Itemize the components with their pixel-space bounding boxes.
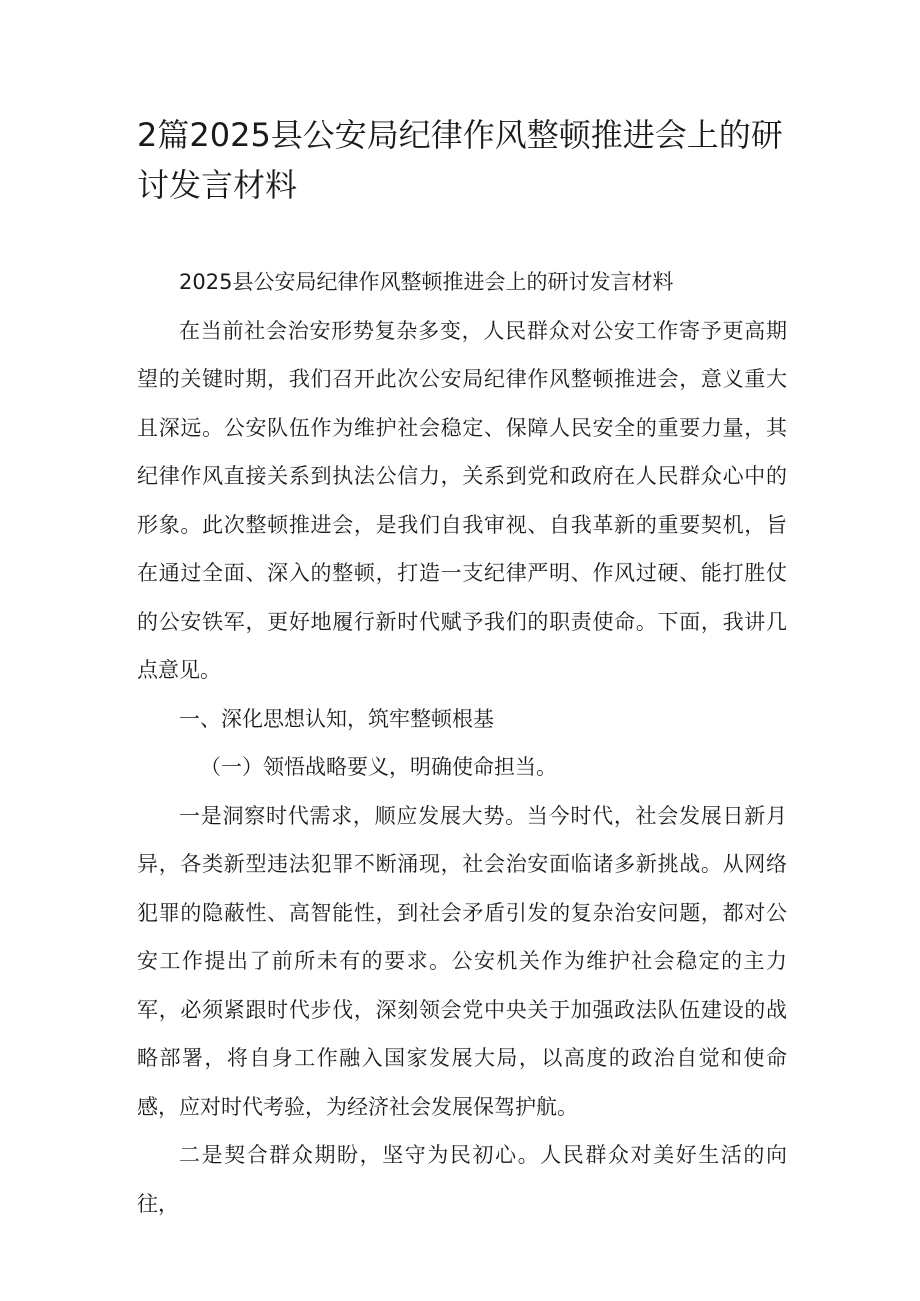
paragraph-intro: 在当前社会治安形势复杂多变，人民群众对公安工作寄予更高期望的关键时期，我们召开此次公安局纪律作风整顿推进会，意义重大且深远。公安队伍作为维护社会稳定、保障人民安全的重要力量，其纪律作风直接关系到执法公信力，关系到党和政府在人民群众心中的形象。此次整顿推进会，是我们自我审视、自我革新的重要契机，旨在通过全面、深入的整顿，打造一支纪律严明、作风过硬、能打胜仗的公安铁军，更好地履行新时代赋予我们的职责使命。下面，我讲几点意见。 bbox=[137, 318, 787, 682]
paragraph-point-2: 二是契合群众期盼，坚守为民初心。人民群众对美好生活的向往， bbox=[137, 1143, 787, 1216]
section-heading-1: 一、深化思想认知，筑牢整顿根基 bbox=[179, 706, 494, 731]
paragraph-point-1: 一是洞察时代需求，顺应发展大势。当今时代，社会发展日新月异，各类新型违法犯罪不断涌现，社会治安面临诸多新挑战。从网络犯罪的隐蔽性、高智能性，到社会矛盾引发的复杂治安问题，都对公安工作提出了前所未有的要求。公安机关作为维护社会稳定的主力军，必须紧跟时代步伐，深刻领会党中央关于加强政法队伍建设的战略部署，将自身工作融入国家发展大局，以高度的政治自觉和使命感，应对时代考验，为经济社会发展保驾护航。 bbox=[137, 803, 787, 1119]
document-subtitle: 2025县公安局纪律作风整顿推进会上的研讨发言材料 bbox=[179, 270, 674, 294]
document-body bbox=[137, 258, 787, 1228]
document-title: 2篇2025县公安局纪律作风整顿推进会上的研讨发言材料 bbox=[137, 116, 783, 204]
subsection-heading-1: （一）领悟战略要义，明确使命担当。 bbox=[200, 755, 557, 779]
